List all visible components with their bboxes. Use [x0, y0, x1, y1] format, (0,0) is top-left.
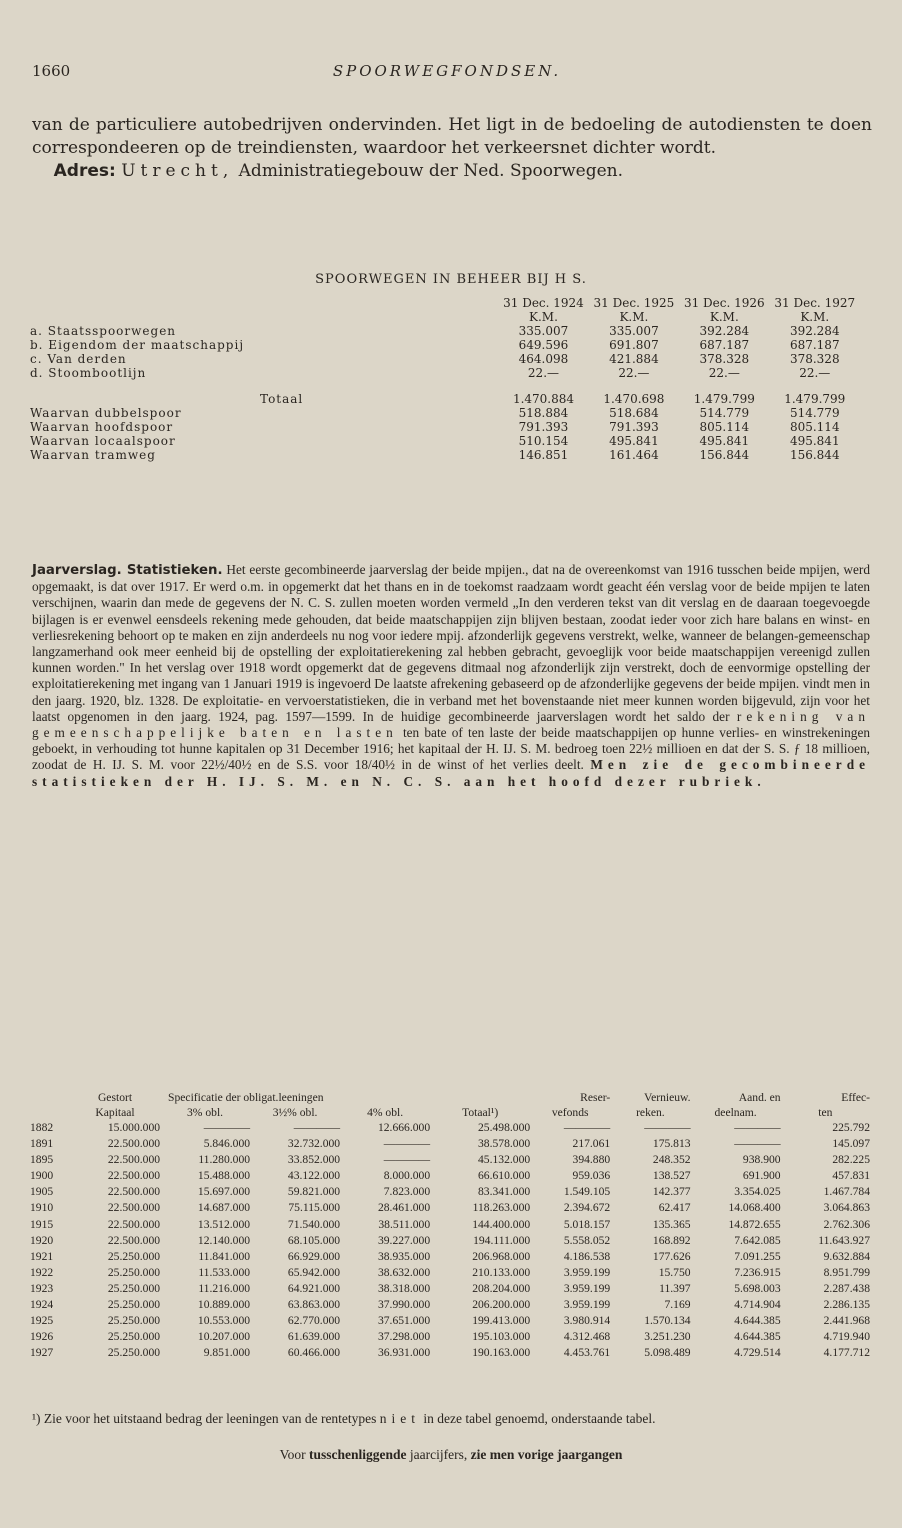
- total-row: [30, 392, 860, 406]
- column-header: 31 Dec. 1924: [503, 296, 584, 310]
- cell: 156.844: [789, 448, 840, 462]
- jaarverslag-text-2: ten bate of ten laste der beide maatschappijen op hunne verlies- en winstrekeningen geboekt, in verhouding tot hunne kapitalen op 31 December 1916; het kapitaal der H. IJ. S. M. bedroeg toen 22½ millioen en dat der S. S. ƒ 18 millioen, zoodat de H. IJ. S. M. voor 22½/40½ en de S.S. voor 18/40½ in de winst of het verlies deelt.: [32, 725, 870, 773]
- cell: 22.500.000: [107, 1153, 161, 1167]
- cell: 25.250.000: [107, 1298, 161, 1312]
- cell: 9.851.000: [203, 1346, 251, 1360]
- cell: ————: [734, 1137, 781, 1151]
- table-row: [30, 1217, 870, 1233]
- cell: 14.687.000: [197, 1201, 251, 1215]
- cell: 10.207.000: [197, 1330, 251, 1344]
- cell: 22.500.000: [107, 1169, 161, 1183]
- cell: 1.479.799: [784, 392, 846, 406]
- cell: 7.169: [664, 1298, 691, 1312]
- year-cell: 1922: [30, 1265, 54, 1279]
- footnote-spaced: niet: [379, 1411, 421, 1426]
- cell: 62.770.000: [287, 1314, 341, 1328]
- cell: 335.007: [609, 324, 659, 338]
- cell: 691.900: [742, 1169, 781, 1183]
- cell: 22.500.000: [107, 1217, 161, 1231]
- cell: 11.216.000: [198, 1281, 251, 1295]
- cell: 687.187: [789, 338, 840, 352]
- cell: 138.527: [652, 1169, 691, 1183]
- cell: 14.872.655: [728, 1217, 781, 1231]
- column-header: deelnam.: [714, 1106, 757, 1119]
- table-row: [30, 1233, 870, 1249]
- cell: 791.393: [518, 420, 569, 434]
- jaarverslag-spaced-1: rekening van gemeenschappelijke baten en lasten: [32, 708, 870, 741]
- cell: 22.—: [708, 366, 740, 380]
- year-cell: 1921: [30, 1249, 54, 1263]
- cell: 145.097: [832, 1137, 870, 1151]
- address-line: [32, 160, 872, 183]
- cell: 22.500.000: [107, 1233, 161, 1247]
- row-label: b. Eigendom der maatschappij: [30, 338, 245, 352]
- year-cell: 1925: [30, 1314, 54, 1328]
- cell: 394.880: [572, 1153, 611, 1167]
- cell: 3.980.914: [563, 1314, 611, 1328]
- cell: 392.284: [699, 324, 750, 338]
- cell: 63.863.000: [287, 1298, 341, 1312]
- cell: 7.642.085: [734, 1233, 781, 1247]
- cell: 687.187: [699, 338, 750, 352]
- cell: 156.844: [699, 448, 750, 462]
- cell: 378.328: [699, 352, 750, 366]
- closing-bold-2: zie men vorige jaargangen: [470, 1447, 623, 1462]
- cell: 392.284: [789, 324, 840, 338]
- jaarverslag-section: [32, 562, 870, 790]
- jaarverslag-text-1: Het eerste gecombineerde jaarverslag der beide mpijen., dat na de overeenkomst van 1916 tusschen beide mpijen, werd opgemaakt, is dat over 1917. Er werd o.m. in opgemerkt dat het thans en in de toekomst raadzaam wordt geacht één verslag voor de beide mpijen te laten verschijnen, waarin dan mede de gegevens der N. C. S. zullen moeten worden vermeld „In den verderen tekst van dit verslag en de daaraan toegevoegde bijlagen is er evenwel eensdeels rekening mede gehouden, dat beide maatschappijen zijn blijven bestaan, zoodat ieder voor zich hare balans en winst- en verliesrekening behoort op te maken en zijn anderdeels nu nog voor iedere mpij. afzonderlijk gegevens verstrekt, welke, wanneer de belangen-gemeenschap langzamerhand ook meer eenheid bij de opstelling der exploitatierekening zal hebben gebracht, gevoeglijk voor beide maatschappijen vereenigd zullen kunnen worden." In het verslag over 1918 wordt opgemerkt dat de gegevens ditmaal nog afzonderlijk zijn verstrekt, doch de eenvormige opstelling der exploitatierekening met ingang van 1 Januari 1919 is ingevoerd De laatste afrekening gebaseerd op de afzonderlijke gegevens der beide mpijen. vindt men in den jaarg. 1920, blz. 1328. De exploitatie- en vervoerstatistieken, die in verband met het bovenstaande niet meer kunnen worden bijgevuld, zijn voor het laatst opgenomen in den jaarg. 1924, pag. 1597—1599. In de huidige gecombineerde jaarverslagen wordt het saldo der: [32, 562, 870, 724]
- year-cell: 1927: [30, 1346, 54, 1360]
- cell: 518.684: [609, 406, 659, 420]
- cell: 5.098.489: [644, 1346, 691, 1360]
- cell: 22.500.000: [107, 1137, 161, 1151]
- cell: 161.464: [609, 448, 659, 462]
- cell: 7.236.915: [734, 1265, 781, 1279]
- cell: 38.511.000: [378, 1217, 431, 1231]
- cell: 7.823.000: [383, 1185, 431, 1199]
- cell: 32.732.000: [287, 1137, 341, 1151]
- cell: 194.111.000: [473, 1233, 531, 1247]
- cell: 10.889.000: [197, 1298, 251, 1312]
- cell: 25.250.000: [107, 1330, 161, 1344]
- cell: 135.365: [652, 1217, 691, 1231]
- cell: 8.951.799: [823, 1265, 870, 1279]
- table-row: [30, 1345, 870, 1361]
- row-label: Waarvan tramweg: [30, 448, 156, 462]
- cell: 3.064.863: [823, 1201, 870, 1215]
- lines-table: [30, 296, 860, 462]
- cell: 248.352: [652, 1153, 691, 1167]
- cell: 25.250.000: [107, 1265, 161, 1279]
- page-header: [32, 62, 862, 86]
- cell: 61.639.000: [287, 1330, 341, 1344]
- finance-table-body: [30, 1120, 870, 1361]
- cell: ————: [644, 1121, 691, 1134]
- cell: 691.807: [609, 338, 659, 352]
- cell: 4.186.538: [563, 1249, 611, 1263]
- header-specificatie: Specificatie der obligat.leeningen: [168, 1091, 324, 1104]
- cell: 38.632.000: [377, 1265, 431, 1279]
- cell: 7.091.255: [734, 1249, 781, 1263]
- header-reser: Reser-: [580, 1091, 611, 1104]
- table-row: [30, 1329, 870, 1345]
- address-label: Adres:: [53, 161, 116, 181]
- table-row: [30, 366, 860, 380]
- cell: 60.466.000: [287, 1346, 341, 1360]
- cell: 22.—: [799, 366, 831, 380]
- table-row: [30, 1313, 870, 1329]
- unit-header: K.M.: [709, 310, 739, 324]
- cell: ————: [563, 1121, 611, 1134]
- column-header: 3% obl.: [187, 1106, 224, 1119]
- cell: 11.397: [659, 1281, 691, 1295]
- cell: 1.467.784: [823, 1185, 870, 1199]
- table-row: [30, 324, 860, 338]
- lines-table-header-dates: [30, 296, 860, 310]
- cell: ————: [203, 1121, 251, 1134]
- column-header: Kapitaal: [95, 1106, 135, 1119]
- cell: 2.762.306: [823, 1217, 870, 1231]
- column-header: 31 Dec. 1925: [593, 296, 675, 310]
- cell: 495.841: [789, 434, 840, 448]
- cell: 805.114: [789, 420, 840, 434]
- cell: 68.105.000: [287, 1233, 341, 1247]
- footnote-text-1: Zie voor het uitstaand bedrag der leeningen van de rentetypes: [40, 1411, 380, 1426]
- cell: 805.114: [699, 420, 750, 434]
- cell: 71.540.000: [287, 1217, 341, 1231]
- cell: 225.792: [832, 1121, 870, 1134]
- cell: 43.122.000: [287, 1169, 341, 1183]
- jaarverslag-spaced-2: Men zie de gecombineerde statistieken der H. IJ. S. M. en N. C. S. aan het hoofd dezer rubriek.: [32, 757, 870, 789]
- cell: 142.377: [652, 1185, 691, 1199]
- year-cell: 1915: [30, 1217, 54, 1231]
- table-row: [30, 1281, 870, 1297]
- table-row: [30, 1297, 870, 1313]
- cell: 5.018.157: [563, 1217, 611, 1231]
- cell: 3.959.199: [563, 1298, 611, 1312]
- cell: 195.103.000: [472, 1330, 531, 1344]
- column-header: 4% obl.: [367, 1106, 404, 1119]
- cell: 15.488.000: [197, 1169, 251, 1183]
- cell: 15.000.000: [107, 1121, 161, 1134]
- table-row: [30, 1152, 870, 1168]
- footnote-mark: ¹): [32, 1411, 41, 1426]
- cell: 37.298.000: [377, 1330, 431, 1344]
- year-cell: 1924: [30, 1298, 54, 1312]
- cell: 464.098: [518, 352, 569, 366]
- cell: ————: [383, 1137, 431, 1151]
- column-header: vefonds: [551, 1106, 589, 1119]
- year-cell: 1926: [30, 1330, 54, 1344]
- cell: 10.553.000: [197, 1314, 251, 1328]
- address-rest: Administratiegebouw der Ned. Spoorwegen.: [233, 161, 623, 181]
- cell: 495.841: [699, 434, 750, 448]
- cell: 22.500.000: [107, 1201, 161, 1215]
- row-label: c. Van derden: [30, 352, 127, 366]
- cell: 514.779: [789, 406, 840, 420]
- header-aand: Aand. en: [738, 1091, 781, 1104]
- cell: 217.061: [572, 1137, 611, 1151]
- header-gestort: Gestort: [97, 1091, 133, 1104]
- cell: 190.163.000: [472, 1346, 531, 1360]
- intro-paragraph: [32, 114, 872, 183]
- table-row: [30, 1200, 870, 1216]
- cell: 649.596: [518, 338, 569, 352]
- cell: 8.000.000: [383, 1169, 431, 1183]
- cell: 2.286.135: [823, 1298, 870, 1312]
- closing-bold: tusschenliggende: [308, 1447, 407, 1462]
- cell: 13.512.000: [197, 1217, 251, 1231]
- column-header: 31 Dec. 1927: [774, 296, 856, 310]
- row-label: d. Stoombootlijn: [30, 366, 147, 380]
- cell: 4.644.385: [734, 1330, 781, 1344]
- cell: 45.132.000: [478, 1153, 531, 1167]
- cell: 5.846.000: [203, 1137, 251, 1151]
- intro-text: van de particuliere autobedrijven ondervinden. Het ligt in de bedoeling de autodiensten te doen correspondeeren op de treindiensten, waardoor het verkeersnet dichter wordt.: [32, 115, 872, 158]
- cell: 75.115.000: [288, 1201, 341, 1215]
- page-number: 1660: [32, 62, 71, 80]
- cell: 25.250.000: [107, 1249, 161, 1263]
- cell: 37.990.000: [377, 1298, 431, 1312]
- cell: 457.831: [832, 1169, 870, 1183]
- cell: 1.470.884: [512, 392, 575, 406]
- cell: 37.651.000: [377, 1314, 431, 1328]
- cell: 11.841.000: [198, 1249, 251, 1263]
- finance-table-header-bottom: [30, 1105, 870, 1120]
- cell: 1.549.105: [563, 1185, 611, 1199]
- footnote-text-2: in deze tabel genoemd, onderstaande tabel.: [420, 1411, 656, 1426]
- cell: 2.287.438: [823, 1281, 870, 1295]
- closing-middle: jaarcijfers,: [406, 1447, 471, 1462]
- year-cell: 1882: [30, 1121, 54, 1134]
- cell: 518.884: [518, 406, 569, 420]
- footnote: [32, 1410, 870, 1427]
- cell: 12.666.000: [377, 1121, 431, 1134]
- cell: ————: [383, 1153, 431, 1167]
- cell: 514.779: [699, 406, 750, 420]
- cell: 15.750: [658, 1265, 691, 1279]
- column-header: ten: [818, 1106, 833, 1119]
- jaarverslag-heading: Jaarverslag. Statistieken.: [32, 563, 223, 578]
- cell: 3.959.199: [563, 1265, 611, 1279]
- table-row: [30, 420, 860, 434]
- cell: 22.500.000: [107, 1185, 161, 1199]
- cell: 791.393: [609, 420, 659, 434]
- year-cell: 1900: [30, 1169, 54, 1183]
- cell: 199.413.000: [472, 1314, 531, 1328]
- lines-table-header-units: [30, 310, 860, 324]
- unit-header: K.M.: [800, 310, 830, 324]
- table-row: [30, 1136, 870, 1152]
- cell: 938.900: [742, 1153, 781, 1167]
- year-cell: 1923: [30, 1281, 54, 1295]
- cell: 11.280.000: [198, 1153, 251, 1167]
- closing-prefix: Voor: [279, 1447, 309, 1462]
- cell: 11.533.000: [198, 1265, 251, 1279]
- column-header: Totaal¹): [462, 1106, 499, 1119]
- table-row: [30, 1184, 870, 1200]
- cell: 15.697.000: [197, 1185, 251, 1199]
- cell: 510.154: [518, 434, 569, 448]
- cell: 22.—: [618, 366, 650, 380]
- running-title: SPOORWEGFONDSEN.: [332, 62, 562, 80]
- cell: 2.394.672: [563, 1201, 611, 1215]
- table-row: [30, 406, 860, 420]
- cell: 38.578.000: [478, 1137, 531, 1151]
- cell: 4.644.385: [734, 1314, 781, 1328]
- header-effec: Effec-: [841, 1091, 870, 1104]
- header-vernieuw: Vernieuw.: [644, 1091, 691, 1104]
- cell: 177.626: [652, 1249, 691, 1263]
- cell: 4.729.514: [734, 1346, 781, 1360]
- cell: 9.632.884: [823, 1249, 870, 1263]
- cell: 168.892: [652, 1233, 691, 1247]
- cell: 3.959.199: [563, 1281, 611, 1295]
- cell: 959.036: [572, 1169, 611, 1183]
- cell: 206.200.000: [472, 1298, 531, 1312]
- cell: 3.251.230: [644, 1330, 691, 1344]
- cell: 25.250.000: [107, 1314, 161, 1328]
- jaarverslag-paragraph: [32, 562, 870, 790]
- cell: 11.643.927: [818, 1233, 870, 1247]
- year-cell: 1905: [30, 1185, 54, 1199]
- row-label: a. Staatsspoorwegen: [30, 324, 177, 338]
- cell: 66.929.000: [287, 1249, 341, 1263]
- cell: 335.007: [518, 324, 569, 338]
- column-header: 31 Dec. 1926: [683, 296, 765, 310]
- cell: 206.968.000: [472, 1249, 531, 1263]
- cell: 59.821.000: [287, 1185, 341, 1199]
- year-cell: 1895: [30, 1153, 54, 1167]
- cell: 66.610.000: [478, 1169, 531, 1183]
- cell: 38.318.000: [377, 1281, 431, 1295]
- row-label: Waarvan dubbelspoor: [30, 406, 182, 420]
- cell: 36.931.000: [377, 1346, 431, 1360]
- address-city: Utrecht,: [121, 161, 234, 181]
- cell: 2.441.968: [823, 1314, 870, 1328]
- total-label: Totaal: [260, 392, 304, 406]
- cell: 64.921.000: [287, 1281, 341, 1295]
- cell: 421.884: [609, 352, 659, 366]
- cell: 146.851: [518, 448, 569, 462]
- table-row: [30, 1168, 870, 1184]
- cell: 5.698.003: [734, 1281, 781, 1295]
- cell: 5.558.052: [563, 1233, 611, 1247]
- closing-line: [0, 1447, 902, 1463]
- row-label: Waarvan locaalspoor: [30, 434, 176, 448]
- cell: 14.068.400: [728, 1201, 781, 1215]
- cell: 4.719.940: [823, 1330, 870, 1344]
- year-cell: 1920: [30, 1233, 54, 1247]
- table-row: [30, 1265, 870, 1281]
- cell: 378.328: [789, 352, 840, 366]
- cell: 22.—: [527, 366, 560, 380]
- cell: 210.133.000: [472, 1265, 531, 1279]
- finance-table: [30, 1090, 870, 1361]
- table-row: [30, 448, 860, 462]
- cell: 65.942.000: [287, 1265, 341, 1279]
- cell: ————: [293, 1121, 341, 1134]
- cell: 175.813: [652, 1137, 691, 1151]
- cell: 25.250.000: [107, 1281, 161, 1295]
- cell: ————: [734, 1121, 781, 1134]
- year-cell: 1891: [30, 1137, 54, 1151]
- cell: 144.400.000: [472, 1217, 531, 1231]
- cell: 1.479.799: [693, 392, 755, 406]
- row-label: Waarvan hoofdspoor: [30, 420, 174, 434]
- cell: 1.470.698: [603, 392, 665, 406]
- table-row: [30, 1120, 870, 1136]
- cell: 208.204.000: [472, 1281, 531, 1295]
- cell: 33.852.000: [287, 1153, 341, 1167]
- finance-table-header-top: [30, 1090, 870, 1105]
- cell: 118.263.000: [472, 1201, 531, 1215]
- table-row: [30, 1249, 870, 1265]
- cell: 12.140.000: [197, 1233, 251, 1247]
- unit-header: K.M.: [619, 310, 649, 324]
- cell: 495.841: [609, 434, 659, 448]
- cell: 28.461.000: [377, 1201, 431, 1215]
- cell: 39.227.000: [377, 1233, 431, 1247]
- cell: 62.417: [658, 1201, 691, 1215]
- cell: 1.570.134: [644, 1314, 691, 1328]
- cell: 3.354.025: [734, 1185, 781, 1199]
- unit-header: K.M.: [529, 310, 558, 324]
- cell: 83.341.000: [478, 1185, 531, 1199]
- lines-table-title: SPOORWEGEN IN BEHEER BIJ H S.: [315, 272, 587, 287]
- cell: 4.453.761: [563, 1346, 611, 1360]
- cell: 38.935.000: [377, 1249, 431, 1263]
- table-row: [30, 338, 860, 352]
- table-row: [30, 352, 860, 366]
- year-cell: 1910: [30, 1201, 54, 1215]
- cell: 4.714.904: [734, 1298, 781, 1312]
- cell: 25.250.000: [107, 1346, 161, 1360]
- cell: 4.312.468: [563, 1330, 611, 1344]
- table-row: [30, 434, 860, 448]
- column-header: reken.: [636, 1106, 665, 1119]
- cell: 282.225: [832, 1153, 870, 1167]
- cell: 4.177.712: [823, 1346, 870, 1360]
- cell: 25.498.000: [478, 1121, 531, 1134]
- column-header: 3½% obl.: [272, 1106, 318, 1119]
